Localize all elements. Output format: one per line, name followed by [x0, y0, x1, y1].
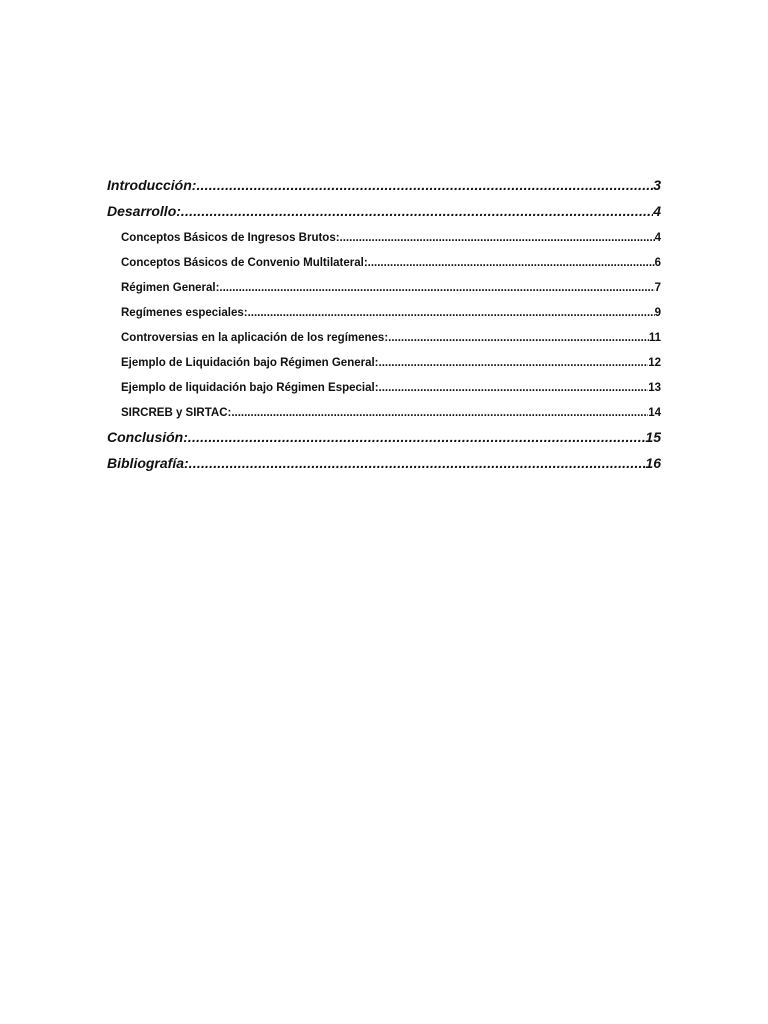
- toc-page-number: 4: [653, 203, 661, 219]
- toc-entry-label: SIRCREB y SIRTAC:: [121, 407, 232, 419]
- toc-page-number: 3: [653, 177, 661, 193]
- toc-entry-label: Desarrollo:: [107, 203, 181, 219]
- toc-entry-conclusion[interactable]: [107, 426, 661, 452]
- toc-entry-conceptos-convenio-multilateral[interactable]: [121, 251, 661, 276]
- toc-page-number: 11: [648, 332, 661, 344]
- toc-page-number: 16: [645, 455, 661, 471]
- toc-dot-leader: [189, 452, 646, 474]
- toc-dot-leader: [388, 326, 649, 351]
- toc-page-number: 13: [648, 382, 661, 394]
- toc-entry-label: Introducción:: [107, 177, 197, 193]
- toc-page-number: 9: [654, 307, 661, 319]
- toc-page-number: 12: [648, 357, 661, 369]
- toc-dot-leader: [340, 226, 655, 251]
- toc-entry-regimenes-especiales[interactable]: [121, 301, 661, 326]
- toc-page-number: 6: [654, 257, 661, 269]
- toc-entry-ejemplo-regimen-general[interactable]: [121, 351, 661, 376]
- toc-entry-label: Ejemplo de liquidación bajo Régimen Especial:: [121, 382, 379, 394]
- toc-entry-ejemplo-regimen-especial[interactable]: [121, 376, 661, 401]
- toc-entry-label: Regímenes especiales:: [121, 307, 248, 319]
- toc-dot-leader: [181, 200, 653, 222]
- toc-page-number: 14: [648, 407, 661, 419]
- toc-page-number: 15: [645, 429, 661, 445]
- toc-entry-label: Conclusión:: [107, 429, 188, 445]
- toc-entry-controversias[interactable]: [121, 326, 661, 351]
- toc-entry-label: Conceptos Básicos de Ingresos Brutos:: [121, 232, 340, 244]
- toc-entry-label: Régimen General:: [121, 282, 220, 294]
- toc-dot-leader: [248, 301, 655, 326]
- toc-dot-leader: [379, 351, 649, 376]
- toc-dot-leader: [188, 426, 646, 448]
- toc-dot-leader: [231, 401, 648, 426]
- toc-entry-desarrollo[interactable]: [107, 200, 661, 226]
- toc-dot-leader: [379, 376, 649, 401]
- toc-dot-leader: [196, 174, 653, 196]
- table-of-contents: [107, 174, 661, 478]
- toc-dot-leader: [219, 276, 654, 301]
- toc-entry-bibliografia[interactable]: [107, 452, 661, 478]
- toc-entry-label: Conceptos Básicos de Convenio Multilateral:: [121, 257, 368, 269]
- toc-entry-label: Controversias en la aplicación de los regímenes:: [121, 332, 389, 344]
- toc-entry-sircreb-sirtac[interactable]: [121, 401, 661, 426]
- toc-page-number: 4: [654, 232, 661, 244]
- toc-entry-introduccion[interactable]: [107, 174, 661, 200]
- toc-page-number: 7: [654, 282, 661, 294]
- toc-entry-label: Ejemplo de Liquidación bajo Régimen General:: [121, 357, 379, 369]
- toc-entry-label: Bibliografía:: [107, 455, 189, 471]
- toc-dot-leader: [368, 251, 655, 276]
- toc-entry-regimen-general[interactable]: [121, 276, 661, 301]
- toc-entry-conceptos-ingresos-brutos[interactable]: [121, 226, 661, 251]
